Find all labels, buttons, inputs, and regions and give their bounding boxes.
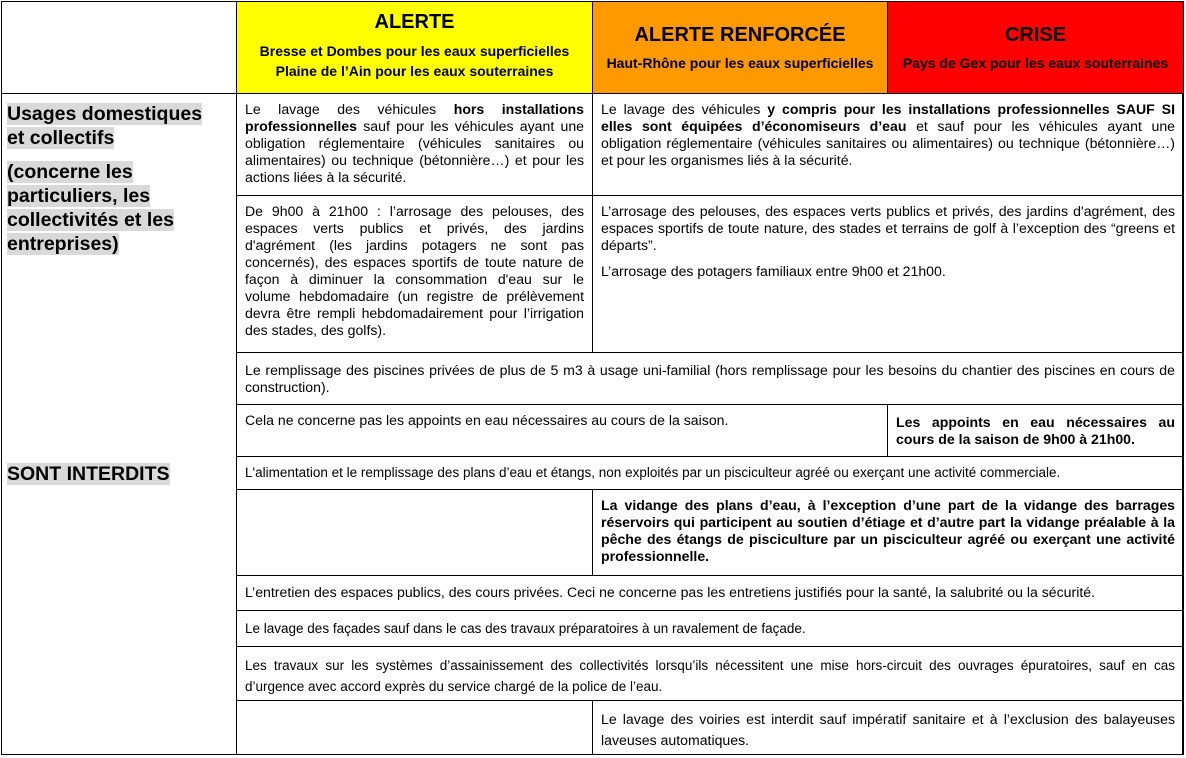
text: Les travaux sur les systèmes d’assainissement des collectivités lorsqu’ils nécessitent une mise hors-circuit des ouvrages épuratoires, sauf en cas d’urgence avec accord exprès du service chargé de la police de l’eau. — [245, 658, 1175, 694]
text: L’entretien des espaces publics, des cours privées. Ceci ne concerne pas les entretiens justifiés pour la santé, la salubrité ou la sécurité. — [245, 584, 1096, 600]
sidebar-concern-line: entreprises) — [7, 233, 119, 255]
row-facades — [236, 610, 1184, 647]
alerte-title: ALERTE — [374, 11, 455, 33]
text: Les appoints en eau nécessaires au cours de la saison de 9h00 à 21h00. — [896, 414, 1175, 447]
alerte-zone-souterraines: Plaine de l’Ain pour les eaux souterraines — [275, 63, 554, 79]
row-arrosage-alerte — [236, 195, 593, 353]
text: et sauf pour les véhicules ayant une obligation réglementaire (véhicules sanitaires ou alimentaires) ou technique (bétonnière…) et pour les organismes liés à la sécurité. — [601, 118, 1175, 168]
text: L’arrosage des potagers familiaux entre 9h00 et 21h00. — [601, 263, 946, 279]
row-arrosage-renforcee — [592, 195, 1184, 353]
row-vehicules-alerte — [236, 93, 593, 196]
row-voiries-empty — [236, 700, 593, 755]
row-vidange-renforcee — [592, 489, 1184, 576]
row-vehicules-renforcee — [592, 93, 1184, 196]
text: Le lavage des voiries est interdit sauf impératif sanitaire et à l’exclusion des balayeuses laveuses automatiques. — [601, 711, 1175, 748]
bold-text: y compris pour les installations professionnelles SAUF SI elles sont équipées d’économiseurs d’eau — [601, 101, 1175, 134]
header-empty-cell — [1, 1, 237, 94]
text: L'alimentation et le remplissage des plans d’eau et étangs, non exploités par un pisciculteur agréé ou exerçant une activité commerciale. — [245, 465, 1061, 480]
row-piscines — [236, 352, 1184, 405]
row-entretien — [236, 575, 1184, 611]
sidebar-concern-line: particuliers, les — [7, 185, 151, 207]
header-crise — [887, 1, 1184, 94]
text: Le remplissage des piscines privées de plus de 5 m3 à usage uni-familial (hors remplissage pour les besoins du chantier des piscines en cours de construction). — [245, 362, 1175, 395]
renforcee-zone: Haut-Rhône pour les eaux superficielles — [606, 55, 874, 71]
crise-title: CRISE — [1004, 24, 1067, 46]
sont-interdits-text: SONT INTERDITS — [7, 463, 170, 485]
row-appoints-left — [236, 404, 888, 457]
header-alerte-renforcee — [592, 1, 888, 94]
text: Cela ne concerne pas les appoints en eau nécessaires au cours de la saison. — [245, 412, 729, 428]
sidebar-concern-line: collectivités et les — [7, 209, 174, 231]
text: De 9h00 à 21h00 : l’arrosage des pelouses, des espaces verts publics et privés, des jardins d'agrément (les jardins potagers ne sont pas concernés), des espaces sportifs de toute nature de façon à diminuer la consommation d'eau sur le volume hebdomadaire (un registre de prélèvement devra être rempli hebdomadairement pour l’irrigation des stades, des golfs). — [245, 203, 584, 338]
text: sauf pour les véhicules ayant une obligation réglementaire (véhicules sanitaires ou alimentaires) ou technique (bétonnière…) et pour les actions liées à la sécurité. — [245, 118, 584, 185]
sidebar-heading — [7, 102, 202, 150]
text: Le lavage des façades sauf dans le cas des travaux préparatoires à un ravalement de façade. — [245, 621, 806, 636]
row-assainissement — [236, 646, 1184, 701]
text: L’arrosage des pelouses, des espaces verts publics et privés, des jardins d'agrément, des espaces sportifs de toute nature, des stades et terrains de golf à l’exception des “greens et départs”. — [601, 203, 1175, 253]
renforcee-title: ALERTE RENFORCÉE — [634, 24, 846, 46]
row-vidange-empty — [236, 489, 593, 576]
sidebar-concern-line: (concerne les — [7, 161, 133, 183]
sidebar-heading-line: Usages domestiques — [7, 103, 203, 125]
sidebar-heading-line: et collectifs — [7, 127, 115, 149]
header-alerte — [236, 1, 593, 94]
sont-interdits-label — [7, 462, 170, 486]
sidebar-concern — [7, 160, 174, 256]
text: La vidange des plans d’eau, à l’exception d’une part de la vidange des barrages réservoirs qui participent au soutien d’étiage et d’autre part la vidange préalable à la pêche des étangs de pisciculture par un pisciculteur agréé ou exerçant une activité professionnelle. — [601, 497, 1175, 564]
alerte-zone-superficielles: Bresse et Dombes pour les eaux superficielles — [259, 43, 570, 59]
text: Le lavage des véhicules — [601, 101, 768, 117]
row-voiries-renforcee — [592, 700, 1184, 755]
row-appoints-crise — [887, 404, 1184, 457]
crise-zone: Pays de Gex pour les eaux souterraines — [902, 55, 1169, 71]
row-plans-eau — [236, 456, 1184, 490]
bold-text: hors installations professionnelles — [245, 101, 584, 134]
text: Le lavage des véhicules — [245, 101, 454, 117]
